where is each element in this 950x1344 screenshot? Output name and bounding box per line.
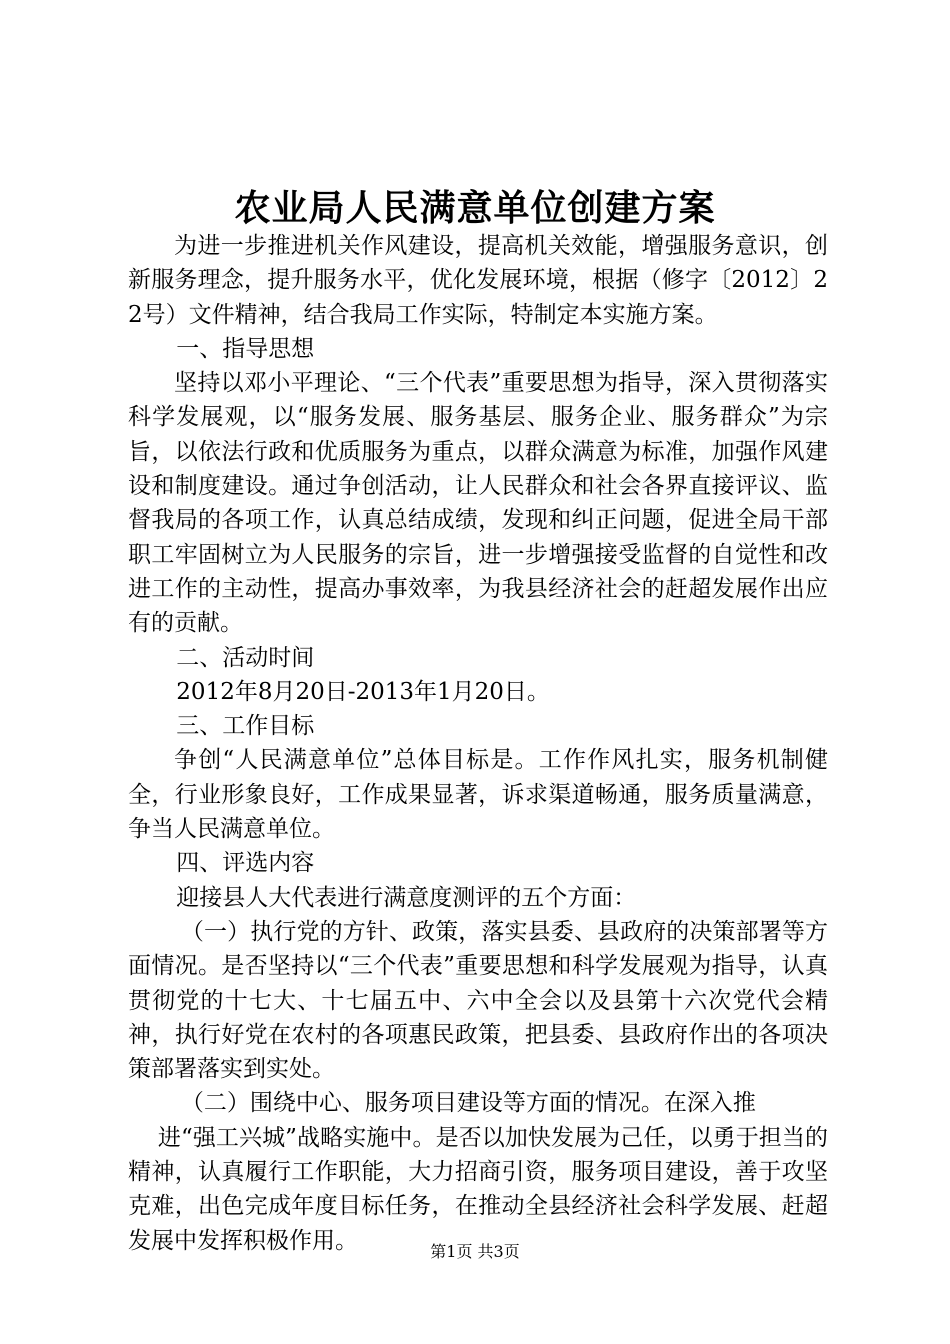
section-heading-activity-time: 二、活动时间 <box>176 644 315 671</box>
section-heading-guiding-ideology: 一、指导思想 <box>176 335 315 362</box>
document-body <box>128 229 828 1258</box>
evaluation-item-2-continued: 进“强工兴城”战略实施中。是否以加快发展为己任，以勇于担当的精神，认真履行工作职能，大力招商引资，服务项目建设，善于攻坚克难，出色完成年度目标任务，在推动全县经济社会科学发展、赶超发展中发挥积极作用。 <box>128 1124 828 1254</box>
work-goals-paragraph: 争创“人民满意单位”总体目标是。工作作风扎实，服务机制健全，行业形象良好，工作成果显著，诉求渠道畅通，服务质量满意，争当人民满意单位。 <box>128 747 828 843</box>
activity-time-paragraph: 2012年8月20日-2013年1月20日。 <box>176 678 550 705</box>
document-title: 农业局人民满意单位创建方案 <box>234 187 716 229</box>
guiding-ideology-paragraph: 坚持以邓小平理论、“三个代表”重要思想为指导，深入贯彻落实科学发展观，以“服务发展、服务基层、服务企业、服务群众”为宗旨，以依法行政和优质服务为重点，以群众满意为标准，加强作风建设和制度建设。通过争创活动，让人民群众和社会各界直接评议、监督我局的各项工作，认真总结成绩，发现和纠正问题，促进全局干部职工牢固树立为人民服务的宗旨，进一步增强接受监督的自觉性和改进工作的主动性，提高办事效率，为我县经济社会的赶超发展作出应有的贡献。 <box>128 370 828 637</box>
page-number-footer: 第1页 共3页 <box>430 1242 520 1261</box>
evaluation-item-1: （一）执行党的方针、政策，落实县委、县政府的决策部署等方面情况。是否坚持以“三个代表”重要思想和科学发展观为指导，认真贯彻党的十七大、十七届五中、六中全会以及县第十六次党代会精神，执行好党在农村的各项惠民政策，把县委、县政府作出的各项决策部署落实到实处。 <box>128 918 828 1083</box>
evaluation-intro-paragraph: 迎接县人大代表进行满意度测评的五个方面： <box>176 884 637 911</box>
section-heading-evaluation-content: 四、评选内容 <box>176 850 315 877</box>
evaluation-item-2-start: （二）围绕中心、服务项目建设等方面的情况。在深入推 <box>180 1090 756 1117</box>
intro-paragraph: 为进一步推进机关作风建设，提高机关效能，增强服务意识，创新服务理念，提升服务水平，优化发展环境，根据（修字〔2012〕22号）文件精神，结合我局工作实际，特制定本实施方案。 <box>128 233 828 328</box>
section-heading-work-goals: 三、工作目标 <box>176 713 315 740</box>
